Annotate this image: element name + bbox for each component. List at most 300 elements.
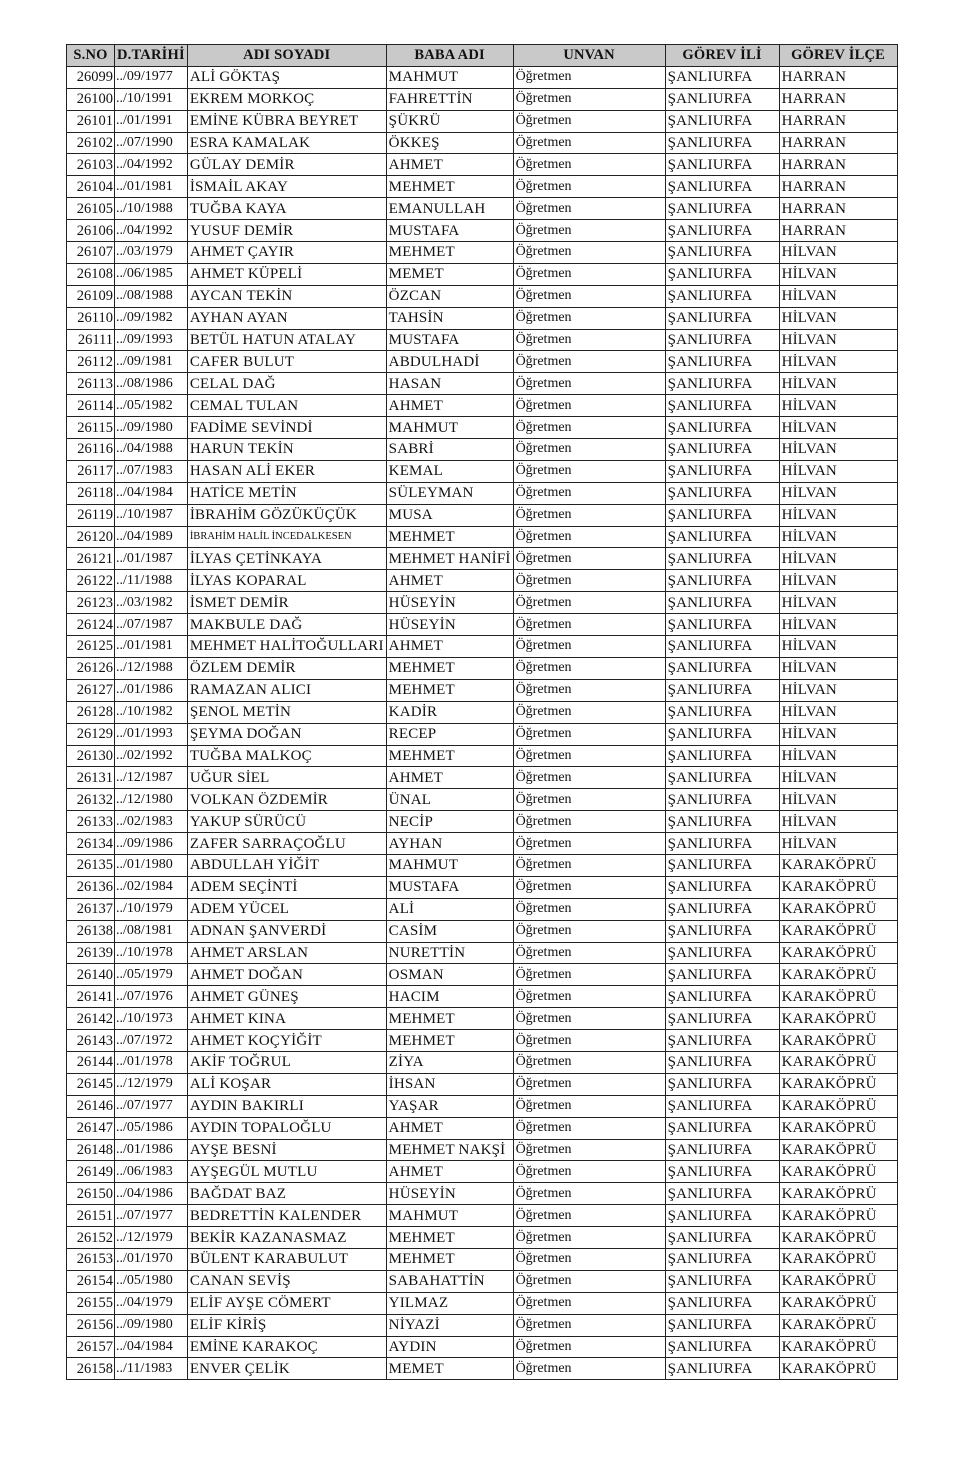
cell-district: HİLVAN bbox=[779, 789, 897, 811]
cell-province: ŞANLIURFA bbox=[665, 767, 779, 789]
cell-father-name: MEHMET bbox=[386, 1008, 513, 1030]
table-row bbox=[67, 811, 898, 833]
cell-sno: 26143 bbox=[67, 1030, 115, 1052]
cell-full-name: AHMET GÜNEŞ bbox=[187, 986, 386, 1008]
cell-province: ŞANLIURFA bbox=[665, 1139, 779, 1161]
cell-district: HİLVAN bbox=[779, 636, 897, 658]
table-row bbox=[67, 1205, 898, 1227]
table-row bbox=[67, 789, 898, 811]
cell-province: ŞANLIURFA bbox=[665, 132, 779, 154]
cell-sno: 26107 bbox=[67, 242, 115, 264]
table-row bbox=[67, 285, 898, 307]
cell-title: Öğretmen bbox=[513, 110, 665, 132]
cell-full-name: AHMET KÜPELİ bbox=[187, 263, 386, 285]
cell-birth-date: ../02/1992 bbox=[115, 745, 188, 767]
cell-full-name: ALİ GÖKTAŞ bbox=[187, 66, 386, 88]
cell-father-name: HÜSEYİN bbox=[386, 1183, 513, 1205]
cell-father-name: NURETTİN bbox=[386, 942, 513, 964]
cell-title: Öğretmen bbox=[513, 876, 665, 898]
table-row bbox=[67, 110, 898, 132]
cell-district: HARRAN bbox=[779, 88, 897, 110]
cell-district: HİLVAN bbox=[779, 548, 897, 570]
cell-sno: 26108 bbox=[67, 263, 115, 285]
cell-title: Öğretmen bbox=[513, 220, 665, 242]
cell-district: HİLVAN bbox=[779, 242, 897, 264]
cell-district: HARRAN bbox=[779, 110, 897, 132]
cell-district: KARAKÖPRÜ bbox=[779, 1292, 897, 1314]
cell-title: Öğretmen bbox=[513, 307, 665, 329]
document-sheet bbox=[66, 44, 898, 1380]
cell-full-name: AYŞE BESNİ bbox=[187, 1139, 386, 1161]
cell-province: ŞANLIURFA bbox=[665, 329, 779, 351]
cell-district: HİLVAN bbox=[779, 417, 897, 439]
cell-birth-date: ../01/1986 bbox=[115, 1139, 188, 1161]
cell-father-name: MEHMET bbox=[386, 526, 513, 548]
cell-district: HİLVAN bbox=[779, 395, 897, 417]
cell-title: Öğretmen bbox=[513, 570, 665, 592]
header-full-name: ADI SOYADI bbox=[187, 45, 386, 67]
cell-father-name: MAHMUT bbox=[386, 66, 513, 88]
cell-sno: 26137 bbox=[67, 898, 115, 920]
cell-title: Öğretmen bbox=[513, 417, 665, 439]
cell-father-name: AHMET bbox=[386, 767, 513, 789]
cell-full-name: İLYAS ÇETİNKAYA bbox=[187, 548, 386, 570]
cell-sno: 26129 bbox=[67, 723, 115, 745]
cell-birth-date: ../04/1984 bbox=[115, 482, 188, 504]
cell-title: Öğretmen bbox=[513, 964, 665, 986]
cell-sno: 26140 bbox=[67, 964, 115, 986]
cell-birth-date: ../10/1979 bbox=[115, 898, 188, 920]
cell-birth-date: ../02/1984 bbox=[115, 876, 188, 898]
cell-province: ŞANLIURFA bbox=[665, 1183, 779, 1205]
cell-title: Öğretmen bbox=[513, 920, 665, 942]
cell-birth-date: ../09/1980 bbox=[115, 1314, 188, 1336]
cell-district: HİLVAN bbox=[779, 526, 897, 548]
table-row bbox=[67, 1248, 898, 1270]
cell-full-name: ENVER ÇELİK bbox=[187, 1358, 386, 1380]
table-row bbox=[67, 66, 898, 88]
cell-full-name: BAĞDAT BAZ bbox=[187, 1183, 386, 1205]
cell-full-name: CANAN SEVİŞ bbox=[187, 1270, 386, 1292]
cell-title: Öğretmen bbox=[513, 1139, 665, 1161]
cell-province: ŞANLIURFA bbox=[665, 1227, 779, 1249]
cell-birth-date: ../12/1988 bbox=[115, 657, 188, 679]
cell-sno: 26121 bbox=[67, 548, 115, 570]
cell-province: ŞANLIURFA bbox=[665, 373, 779, 395]
cell-province: ŞANLIURFA bbox=[665, 986, 779, 1008]
table-row bbox=[67, 592, 898, 614]
cell-father-name: MUSTAFA bbox=[386, 876, 513, 898]
header-title: UNVAN bbox=[513, 45, 665, 67]
cell-father-name: EMANULLAH bbox=[386, 198, 513, 220]
cell-full-name: EMİNE KARAKOÇ bbox=[187, 1336, 386, 1358]
cell-title: Öğretmen bbox=[513, 679, 665, 701]
cell-birth-date: ../10/1991 bbox=[115, 88, 188, 110]
cell-sno: 26138 bbox=[67, 920, 115, 942]
cell-sno: 26126 bbox=[67, 657, 115, 679]
table-row bbox=[67, 242, 898, 264]
cell-province: ŞANLIURFA bbox=[665, 854, 779, 876]
cell-district: KARAKÖPRÜ bbox=[779, 898, 897, 920]
cell-district: KARAKÖPRÜ bbox=[779, 1161, 897, 1183]
cell-father-name: YAŞAR bbox=[386, 1095, 513, 1117]
cell-father-name: AHMET bbox=[386, 395, 513, 417]
table-row bbox=[67, 548, 898, 570]
cell-title: Öğretmen bbox=[513, 526, 665, 548]
header-birth-date: D.TARİHİ bbox=[115, 45, 188, 67]
cell-father-name: MEHMET bbox=[386, 242, 513, 264]
cell-full-name: BEDRETTİN KALENDER bbox=[187, 1205, 386, 1227]
cell-sno: 26158 bbox=[67, 1358, 115, 1380]
cell-full-name: ELİF AYŞE CÖMERT bbox=[187, 1292, 386, 1314]
cell-birth-date: ../08/1986 bbox=[115, 373, 188, 395]
cell-full-name: İLYAS KOPARAL bbox=[187, 570, 386, 592]
cell-birth-date: ../04/1984 bbox=[115, 1336, 188, 1358]
cell-full-name: EMİNE KÜBRA BEYRET bbox=[187, 110, 386, 132]
cell-birth-date: ../04/1979 bbox=[115, 1292, 188, 1314]
cell-full-name: İSMET DEMİR bbox=[187, 592, 386, 614]
cell-birth-date: ../03/1982 bbox=[115, 592, 188, 614]
cell-full-name: AYCAN TEKİN bbox=[187, 285, 386, 307]
cell-province: ŞANLIURFA bbox=[665, 1292, 779, 1314]
cell-title: Öğretmen bbox=[513, 1227, 665, 1249]
cell-district: KARAKÖPRÜ bbox=[779, 1095, 897, 1117]
cell-father-name: ABDULHADİ bbox=[386, 351, 513, 373]
cell-father-name: AYDIN bbox=[386, 1336, 513, 1358]
cell-province: ŞANLIURFA bbox=[665, 1270, 779, 1292]
cell-birth-date: ../01/1970 bbox=[115, 1248, 188, 1270]
cell-title: Öğretmen bbox=[513, 1183, 665, 1205]
table-row bbox=[67, 1139, 898, 1161]
cell-father-name: SÜLEYMAN bbox=[386, 482, 513, 504]
table-row bbox=[67, 767, 898, 789]
table-row bbox=[67, 723, 898, 745]
cell-full-name: BEKİR KAZANASMAZ bbox=[187, 1227, 386, 1249]
cell-title: Öğretmen bbox=[513, 395, 665, 417]
cell-father-name: HÜSEYİN bbox=[386, 614, 513, 636]
cell-sno: 26153 bbox=[67, 1248, 115, 1270]
table-row bbox=[67, 1008, 898, 1030]
cell-birth-date: ../10/1978 bbox=[115, 942, 188, 964]
cell-full-name: ALİ KOŞAR bbox=[187, 1073, 386, 1095]
table-row bbox=[67, 351, 898, 373]
table-row bbox=[67, 898, 898, 920]
cell-sno: 26116 bbox=[67, 439, 115, 461]
cell-province: ŞANLIURFA bbox=[665, 1161, 779, 1183]
cell-title: Öğretmen bbox=[513, 636, 665, 658]
cell-father-name: FAHRETTİN bbox=[386, 88, 513, 110]
cell-birth-date: ../04/1989 bbox=[115, 526, 188, 548]
cell-title: Öğretmen bbox=[513, 833, 665, 855]
cell-full-name: CAFER BULUT bbox=[187, 351, 386, 373]
table-row bbox=[67, 986, 898, 1008]
cell-title: Öğretmen bbox=[513, 329, 665, 351]
cell-sno: 26100 bbox=[67, 88, 115, 110]
cell-father-name: MEHMET NAKŞİ bbox=[386, 1139, 513, 1161]
cell-full-name: AYŞEGÜL MUTLU bbox=[187, 1161, 386, 1183]
cell-sno: 26150 bbox=[67, 1183, 115, 1205]
cell-father-name: AHMET bbox=[386, 570, 513, 592]
cell-province: ŞANLIURFA bbox=[665, 811, 779, 833]
cell-father-name: KEMAL bbox=[386, 460, 513, 482]
cell-sno: 26134 bbox=[67, 833, 115, 855]
cell-title: Öğretmen bbox=[513, 66, 665, 88]
cell-birth-date: ../08/1981 bbox=[115, 920, 188, 942]
cell-birth-date: ../09/1981 bbox=[115, 351, 188, 373]
cell-sno: 26156 bbox=[67, 1314, 115, 1336]
cell-father-name: MEHMET bbox=[386, 1227, 513, 1249]
cell-district: KARAKÖPRÜ bbox=[779, 1008, 897, 1030]
table-row bbox=[67, 1292, 898, 1314]
cell-sno: 26133 bbox=[67, 811, 115, 833]
cell-sno: 26104 bbox=[67, 176, 115, 198]
cell-province: ŞANLIURFA bbox=[665, 1248, 779, 1270]
cell-province: ŞANLIURFA bbox=[665, 1358, 779, 1380]
cell-full-name: YAKUP SÜRÜCÜ bbox=[187, 811, 386, 833]
cell-birth-date: ../12/1979 bbox=[115, 1073, 188, 1095]
cell-full-name: AYDIN TOPALOĞLU bbox=[187, 1117, 386, 1139]
cell-sno: 26152 bbox=[67, 1227, 115, 1249]
cell-birth-date: ../04/1992 bbox=[115, 154, 188, 176]
cell-birth-date: ../07/1983 bbox=[115, 460, 188, 482]
cell-title: Öğretmen bbox=[513, 198, 665, 220]
cell-province: ŞANLIURFA bbox=[665, 198, 779, 220]
table-body bbox=[67, 66, 898, 1379]
cell-province: ŞANLIURFA bbox=[665, 66, 779, 88]
cell-full-name: BÜLENT KARABULUT bbox=[187, 1248, 386, 1270]
cell-province: ŞANLIURFA bbox=[665, 307, 779, 329]
cell-birth-date: ../09/1993 bbox=[115, 329, 188, 351]
cell-title: Öğretmen bbox=[513, 1117, 665, 1139]
cell-full-name: BETÜL HATUN ATALAY bbox=[187, 329, 386, 351]
cell-district: HİLVAN bbox=[779, 833, 897, 855]
cell-title: Öğretmen bbox=[513, 1270, 665, 1292]
cell-father-name: SABRİ bbox=[386, 439, 513, 461]
cell-district: KARAKÖPRÜ bbox=[779, 1358, 897, 1380]
cell-birth-date: ../09/1980 bbox=[115, 417, 188, 439]
cell-province: ŞANLIURFA bbox=[665, 920, 779, 942]
cell-sno: 26125 bbox=[67, 636, 115, 658]
cell-sno: 26106 bbox=[67, 220, 115, 242]
cell-full-name: CEMAL TULAN bbox=[187, 395, 386, 417]
cell-district: KARAKÖPRÜ bbox=[779, 1336, 897, 1358]
cell-birth-date: ../03/1979 bbox=[115, 242, 188, 264]
cell-birth-date: ../01/1993 bbox=[115, 723, 188, 745]
cell-sno: 26151 bbox=[67, 1205, 115, 1227]
cell-full-name: ESRA KAMALAK bbox=[187, 132, 386, 154]
table-row bbox=[67, 198, 898, 220]
table-row bbox=[67, 417, 898, 439]
cell-province: ŞANLIURFA bbox=[665, 242, 779, 264]
cell-title: Öğretmen bbox=[513, 942, 665, 964]
cell-full-name: ADEM YÜCEL bbox=[187, 898, 386, 920]
cell-district: KARAKÖPRÜ bbox=[779, 942, 897, 964]
cell-birth-date: ../04/1988 bbox=[115, 439, 188, 461]
cell-birth-date: ../05/1986 bbox=[115, 1117, 188, 1139]
table-row bbox=[67, 176, 898, 198]
cell-full-name: AKİF TOĞRUL bbox=[187, 1051, 386, 1073]
cell-father-name: KADİR bbox=[386, 701, 513, 723]
cell-province: ŞANLIURFA bbox=[665, 263, 779, 285]
cell-father-name: ÖKKEŞ bbox=[386, 132, 513, 154]
cell-father-name: AYHAN bbox=[386, 833, 513, 855]
cell-district: KARAKÖPRÜ bbox=[779, 876, 897, 898]
cell-birth-date: ../07/1977 bbox=[115, 1205, 188, 1227]
cell-province: ŞANLIURFA bbox=[665, 88, 779, 110]
cell-full-name: AYDIN BAKIRLI bbox=[187, 1095, 386, 1117]
header-province: GÖREV İLİ bbox=[665, 45, 779, 67]
cell-sno: 26155 bbox=[67, 1292, 115, 1314]
cell-sno: 26124 bbox=[67, 614, 115, 636]
cell-father-name: MEHMET bbox=[386, 657, 513, 679]
cell-sno: 26141 bbox=[67, 986, 115, 1008]
cell-district: KARAKÖPRÜ bbox=[779, 1051, 897, 1073]
cell-father-name: HÜSEYİN bbox=[386, 592, 513, 614]
cell-district: KARAKÖPRÜ bbox=[779, 1270, 897, 1292]
cell-full-name: ELİF KİRİŞ bbox=[187, 1314, 386, 1336]
cell-sno: 26135 bbox=[67, 854, 115, 876]
cell-sno: 26114 bbox=[67, 395, 115, 417]
table-row bbox=[67, 876, 898, 898]
cell-province: ŞANLIURFA bbox=[665, 570, 779, 592]
cell-province: ŞANLIURFA bbox=[665, 1314, 779, 1336]
cell-title: Öğretmen bbox=[513, 1292, 665, 1314]
table-row bbox=[67, 679, 898, 701]
cell-birth-date: ../10/1973 bbox=[115, 1008, 188, 1030]
table-row bbox=[67, 701, 898, 723]
cell-district: HİLVAN bbox=[779, 329, 897, 351]
cell-sno: 26132 bbox=[67, 789, 115, 811]
cell-full-name: HATİCE METİN bbox=[187, 482, 386, 504]
cell-title: Öğretmen bbox=[513, 745, 665, 767]
cell-full-name: HASAN ALİ EKER bbox=[187, 460, 386, 482]
cell-birth-date: ../01/1980 bbox=[115, 854, 188, 876]
cell-district: HİLVAN bbox=[779, 285, 897, 307]
cell-title: Öğretmen bbox=[513, 657, 665, 679]
cell-father-name: MEHMET bbox=[386, 679, 513, 701]
cell-sno: 26144 bbox=[67, 1051, 115, 1073]
table-row bbox=[67, 329, 898, 351]
cell-birth-date: ../01/1991 bbox=[115, 110, 188, 132]
cell-district: HİLVAN bbox=[779, 263, 897, 285]
cell-birth-date: ../05/1982 bbox=[115, 395, 188, 417]
cell-province: ŞANLIURFA bbox=[665, 176, 779, 198]
table-row bbox=[67, 1358, 898, 1380]
table-row bbox=[67, 1161, 898, 1183]
cell-district: HARRAN bbox=[779, 220, 897, 242]
cell-district: HARRAN bbox=[779, 176, 897, 198]
cell-full-name: AYHAN AYAN bbox=[187, 307, 386, 329]
table-row bbox=[67, 504, 898, 526]
cell-province: ŞANLIURFA bbox=[665, 220, 779, 242]
cell-birth-date: ../10/1987 bbox=[115, 504, 188, 526]
table-row bbox=[67, 220, 898, 242]
cell-province: ŞANLIURFA bbox=[665, 285, 779, 307]
cell-father-name: MAHMUT bbox=[386, 417, 513, 439]
cell-full-name: AHMET ARSLAN bbox=[187, 942, 386, 964]
cell-district: HİLVAN bbox=[779, 439, 897, 461]
cell-sno: 26110 bbox=[67, 307, 115, 329]
table-row bbox=[67, 460, 898, 482]
cell-district: HARRAN bbox=[779, 198, 897, 220]
cell-district: HİLVAN bbox=[779, 745, 897, 767]
table-row bbox=[67, 833, 898, 855]
table-row bbox=[67, 1270, 898, 1292]
header-father-name: BABA ADI bbox=[386, 45, 513, 67]
cell-sno: 26113 bbox=[67, 373, 115, 395]
cell-district: HİLVAN bbox=[779, 570, 897, 592]
cell-province: ŞANLIURFA bbox=[665, 1008, 779, 1030]
table-row bbox=[67, 1051, 898, 1073]
table-row bbox=[67, 636, 898, 658]
cell-birth-date: ../01/1987 bbox=[115, 548, 188, 570]
cell-district: HİLVAN bbox=[779, 811, 897, 833]
cell-birth-date: ../05/1980 bbox=[115, 1270, 188, 1292]
cell-district: KARAKÖPRÜ bbox=[779, 1139, 897, 1161]
cell-district: KARAKÖPRÜ bbox=[779, 1073, 897, 1095]
cell-father-name: MEHMET bbox=[386, 745, 513, 767]
cell-province: ŞANLIURFA bbox=[665, 614, 779, 636]
cell-birth-date: ../02/1983 bbox=[115, 811, 188, 833]
cell-district: KARAKÖPRÜ bbox=[779, 854, 897, 876]
cell-title: Öğretmen bbox=[513, 986, 665, 1008]
table-row bbox=[67, 1073, 898, 1095]
cell-district: KARAKÖPRÜ bbox=[779, 1030, 897, 1052]
cell-sno: 26102 bbox=[67, 132, 115, 154]
cell-sno: 26122 bbox=[67, 570, 115, 592]
header-district: GÖREV İLÇE bbox=[779, 45, 897, 67]
cell-district: HARRAN bbox=[779, 66, 897, 88]
cell-title: Öğretmen bbox=[513, 242, 665, 264]
cell-birth-date: ../12/1987 bbox=[115, 767, 188, 789]
table-row bbox=[67, 154, 898, 176]
cell-province: ŞANLIURFA bbox=[665, 417, 779, 439]
cell-province: ŞANLIURFA bbox=[665, 439, 779, 461]
cell-full-name: UĞUR SİEL bbox=[187, 767, 386, 789]
cell-province: ŞANLIURFA bbox=[665, 964, 779, 986]
cell-province: ŞANLIURFA bbox=[665, 592, 779, 614]
cell-full-name: ÖZLEM DEMİR bbox=[187, 657, 386, 679]
cell-sno: 26111 bbox=[67, 329, 115, 351]
cell-district: HİLVAN bbox=[779, 482, 897, 504]
cell-full-name: AHMET DOĞAN bbox=[187, 964, 386, 986]
cell-province: ŞANLIURFA bbox=[665, 154, 779, 176]
cell-district: KARAKÖPRÜ bbox=[779, 986, 897, 1008]
cell-province: ŞANLIURFA bbox=[665, 460, 779, 482]
cell-sno: 26142 bbox=[67, 1008, 115, 1030]
cell-province: ŞANLIURFA bbox=[665, 504, 779, 526]
cell-father-name: MEHMET bbox=[386, 1030, 513, 1052]
cell-birth-date: ../09/1982 bbox=[115, 307, 188, 329]
cell-province: ŞANLIURFA bbox=[665, 723, 779, 745]
cell-birth-date: ../06/1983 bbox=[115, 1161, 188, 1183]
cell-father-name: İHSAN bbox=[386, 1073, 513, 1095]
header-sno: S.NO bbox=[67, 45, 115, 67]
cell-district: HİLVAN bbox=[779, 723, 897, 745]
cell-title: Öğretmen bbox=[513, 1205, 665, 1227]
table-row bbox=[67, 1227, 898, 1249]
cell-title: Öğretmen bbox=[513, 1008, 665, 1030]
cell-district: KARAKÖPRÜ bbox=[779, 1248, 897, 1270]
cell-full-name: ŞENOL METİN bbox=[187, 701, 386, 723]
cell-full-name: HARUN TEKİN bbox=[187, 439, 386, 461]
cell-sno: 26136 bbox=[67, 876, 115, 898]
cell-title: Öğretmen bbox=[513, 898, 665, 920]
cell-district: HİLVAN bbox=[779, 504, 897, 526]
cell-birth-date: ../06/1985 bbox=[115, 263, 188, 285]
cell-district: HİLVAN bbox=[779, 657, 897, 679]
cell-father-name: MEMET bbox=[386, 1358, 513, 1380]
